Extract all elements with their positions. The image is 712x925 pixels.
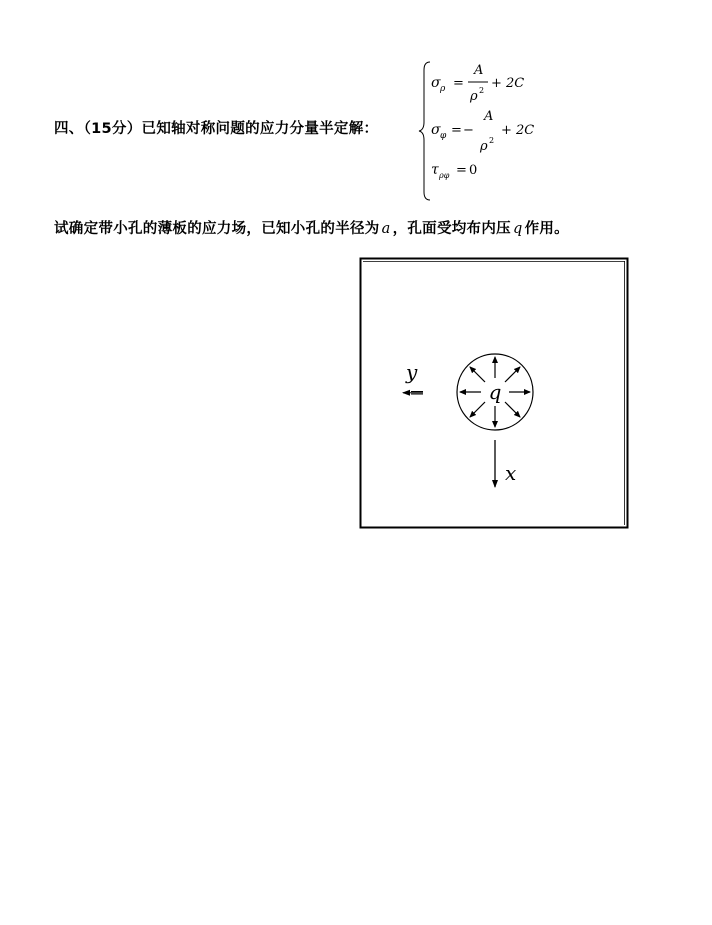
- equation-sigma-phi: [431, 109, 534, 154]
- x-axis-label: x: [505, 461, 517, 485]
- sigma-rho-equals: =: [453, 76, 464, 91]
- sigma-phi-subscript: φ: [440, 131, 447, 141]
- statement-part-1: 试确定带小孔的薄板的应力场，已知小孔的半径为: [54, 221, 380, 237]
- x-axis: [495, 440, 516, 487]
- sigma-rho-numerator: A: [474, 63, 484, 78]
- equation-tau-rho-phi: [431, 162, 477, 180]
- y-axis-label: y: [406, 360, 418, 384]
- tau-symbol: τ: [431, 162, 439, 178]
- tau-rhs: 0: [469, 163, 478, 178]
- sigma-phi-symbol: σ: [431, 122, 441, 138]
- pressure-arrow-up-right: [505, 367, 520, 382]
- sigma-phi-denominator: ρ: [480, 139, 488, 154]
- sigma-rho-subscript: ρ: [440, 84, 446, 94]
- sigma-phi-exponent: 2: [489, 136, 495, 145]
- pressure-symbol: q: [512, 221, 523, 237]
- sigma-phi-numerator: A: [484, 109, 494, 124]
- y-axis: [403, 360, 423, 394]
- sigma-phi-tail: + 2C: [501, 123, 535, 138]
- equation-sigma-rho: [431, 63, 524, 104]
- plate-figure: [359, 257, 629, 529]
- pressure-arrow-down-left: [470, 402, 485, 417]
- tau-equals: =: [456, 163, 467, 178]
- stress-equation-system: [418, 58, 568, 204]
- sigma-rho-exponent: 2: [479, 86, 485, 95]
- tau-subscript: ρφ: [439, 171, 450, 180]
- problem-heading: 四、（15分）已知轴对称问题的应力分量半定解：: [54, 121, 379, 137]
- q-label: q: [488, 380, 502, 404]
- statement-part-2: ，孔面受均布内压: [392, 221, 511, 237]
- problem-statement: [54, 217, 569, 238]
- sigma-phi-sign: −: [463, 123, 474, 138]
- equation-svg: [418, 58, 568, 204]
- sigma-rho-tail: + 2C: [491, 76, 525, 91]
- plate-svg: [359, 257, 629, 529]
- statement-part-3: 作用。: [524, 221, 569, 237]
- left-brace: [419, 62, 430, 200]
- radius-symbol: a: [381, 221, 391, 237]
- pressure-arrow-up-left: [470, 367, 485, 382]
- sigma-rho-symbol: σ: [431, 75, 441, 91]
- sigma-phi-equals: =: [451, 123, 462, 138]
- sigma-rho-denominator: ρ: [470, 89, 478, 104]
- pressure-arrow-down-right: [505, 402, 520, 417]
